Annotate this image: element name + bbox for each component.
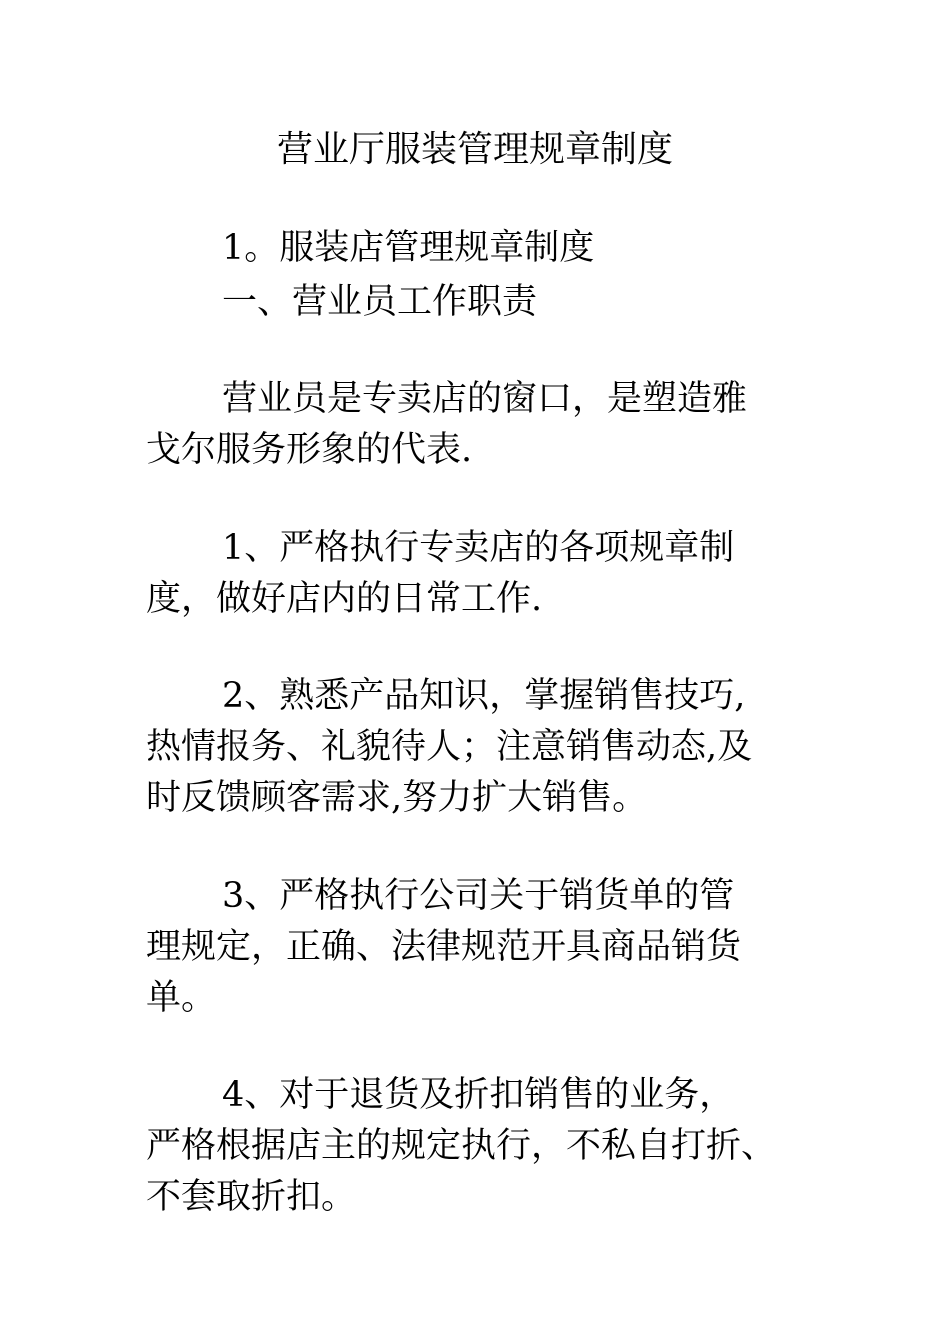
paragraph-line: 单。 <box>146 978 217 1018</box>
paragraph-line: 戈尔服务形象的代表. <box>146 430 473 470</box>
paragraph-line: 不套取折扣。 <box>146 1177 357 1217</box>
paragraph-line: 时反馈顾客需求,努力扩大销售。 <box>146 778 648 818</box>
paragraph-line: 度，做好店内的日常工作. <box>146 579 543 619</box>
paragraph-line: 热情报务、礼貌待人；注意销售动态,及 <box>146 727 753 767</box>
document-title: 营业厅服装管理规章制度 <box>276 129 673 170</box>
paragraph-line: 2、熟悉产品知识，掌握销售技巧, <box>222 676 746 716</box>
paragraph-item-3 <box>146 871 836 1024</box>
section-heading: 1。服装店管理规章制度 <box>222 228 595 268</box>
subsection-heading: 一、营业员工作职责 <box>222 282 538 322</box>
paragraph-line: 严格根据店主的规定执行，不私自打折、 <box>146 1126 777 1166</box>
paragraph-item-4 <box>146 1070 836 1223</box>
paragraph-line: 1、严格执行专卖店的各项规章制 <box>222 528 735 568</box>
paragraph-line: 营业员是专卖店的窗口，是塑造雅 <box>222 379 748 419</box>
paragraph-item-1 <box>146 523 836 625</box>
paragraph-item-2 <box>146 671 836 824</box>
paragraph-line: 3、严格执行公司关于销货单的管 <box>222 876 735 916</box>
paragraph-line: 4、对于退货及折扣销售的业务， <box>222 1075 735 1115</box>
paragraph-line: 理规定，正确、法律规范开具商品销货 <box>146 927 742 967</box>
paragraph-intro <box>146 374 836 476</box>
